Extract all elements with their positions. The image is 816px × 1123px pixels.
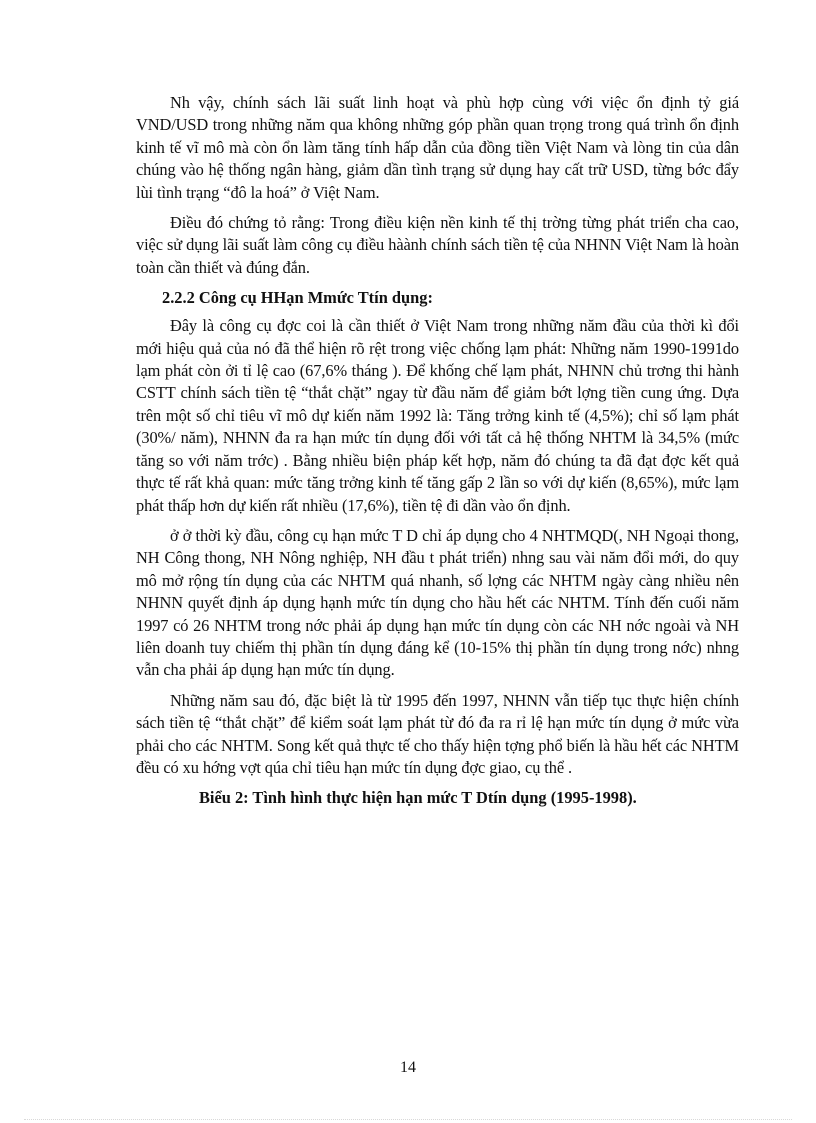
- document-page: [136, 92, 739, 809]
- paragraph-5: Những năm sau đó, đặc biệt là từ 1995 đến 1997, NHNN vẫn tiếp tục thực hiện chính sách tiền tệ “thắt chặt” để kiểm soát lạm phát từ đó đa ra rỉ lệ hạn mức tín dụng ở mức vừa phải cho các NHTM. Song kết quả thực tế cho thấy hiện tợng phổ biến là hầu hết các NHTM đều có xu hớng vợt qúa chỉ tiêu hạn mức tín dụng đợc giao, cụ thể .: [136, 690, 739, 777]
- footer-divider: [24, 1119, 792, 1120]
- page-number: 14: [400, 1059, 416, 1076]
- paragraph-1: Nh vậy, chính sách lãi suất linh hoạt và phù hợp cùng với việc ổn định tỷ giá VND/USD trong những năm qua không những góp phần quan trọng trong quá trình ổn định kinh tế vĩ mô mà còn ổn làm tăng tính hấp dẫn của đồng tiền Việt Nam và lòng tin của dân chúng vào hệ thống ngân hàng, giảm dần tình trạng sử dụng hay cất trữ USD, từng bớc đẩy lùi tình trạng “đô la hoá” ở Việt Nam.: [136, 93, 739, 202]
- paragraph-2: Điều đó chứng tỏ rằng: Trong điều kiện nền kinh tế thị trờng từng phát triển cha cao, việc sử dụng lãi suất làm công cụ điều hàành chính sách tiền tệ của NHNN Việt Nam là hoàn toàn cần thiết và đúng đắn.: [136, 213, 739, 277]
- section-heading: 2.2.2 Công cụ HHạn Mmức Ttín dụng:: [162, 288, 433, 308]
- table-caption: Biểu 2: Tình hình thực hiện hạn mức T Dtín dụng (1995-1998).: [199, 788, 637, 808]
- paragraph-3: Đây là công cụ đợc coi là cần thiết ở Việt Nam trong những năm đầu của thời kì đổi mới hiệu quả của nó đã thể hiện rõ rệt trong việc chống lạm phát: Những năm 1990-1991do lạm phát còn ởi tỉ lệ cao (67,6% tháng ). Để khống chế lạm phát, NHNN chủ trơng thi hành CSTT chính sách tiền tệ “thắt chặt” ngay từ đầu năm để giảm bớt lợng tiền cung ứng. Dựa trên một số chỉ tiêu vĩ mô dự kiến năm 1992 là: Tăng trởng kinh tế (4,5%); chỉ số lạm phát (30%/ năm), NHNN đa ra hạn mức tín dụng đối với tất cả hệ thống NHTM là 34,5% (mức tăng so với năm trớc) . Bằng nhiều biện pháp kết hợp, năm đó chúng ta đã đạt đợc kết quả thực tế rất khả quan: mức tăng trởng kinh tế tăng gấp 2 lần so với dự kiến (8,65%), mức lạm phát thấp hơn dự kiến rất nhiều (17,6%), tiền tệ đi dần vào ổn định.: [136, 316, 739, 515]
- paragraph-4: ở ở thời kỳ đầu, công cụ hạn mức T D chỉ áp dụng cho 4 NHTMQD(, NH Ngoại thong, NH Công thong, NH Nông nghiệp, NH đầu t phát triển) nhng sau vài năm đổi mới, do quy mô mở rộng tín dụng của các NHTM quá nhanh, số lợng các NHTM ngày càng nhiều nên NHNN quyết định áp dụng hạnh mức tín dụng cho hầu hết các NHTM. Tính đến cuối năm 1997 có 26 NHTM trong nớc phải áp dụng hạn mức tín dụng còn các NH nớc ngoài và NH liên doanh tuy chiếm thị phần tín dụng đáng kể (10-15% thị phần tín dụng trong nớc) nhng vẫn cha phải áp dụng hạn mức tín dụng.: [136, 525, 739, 680]
